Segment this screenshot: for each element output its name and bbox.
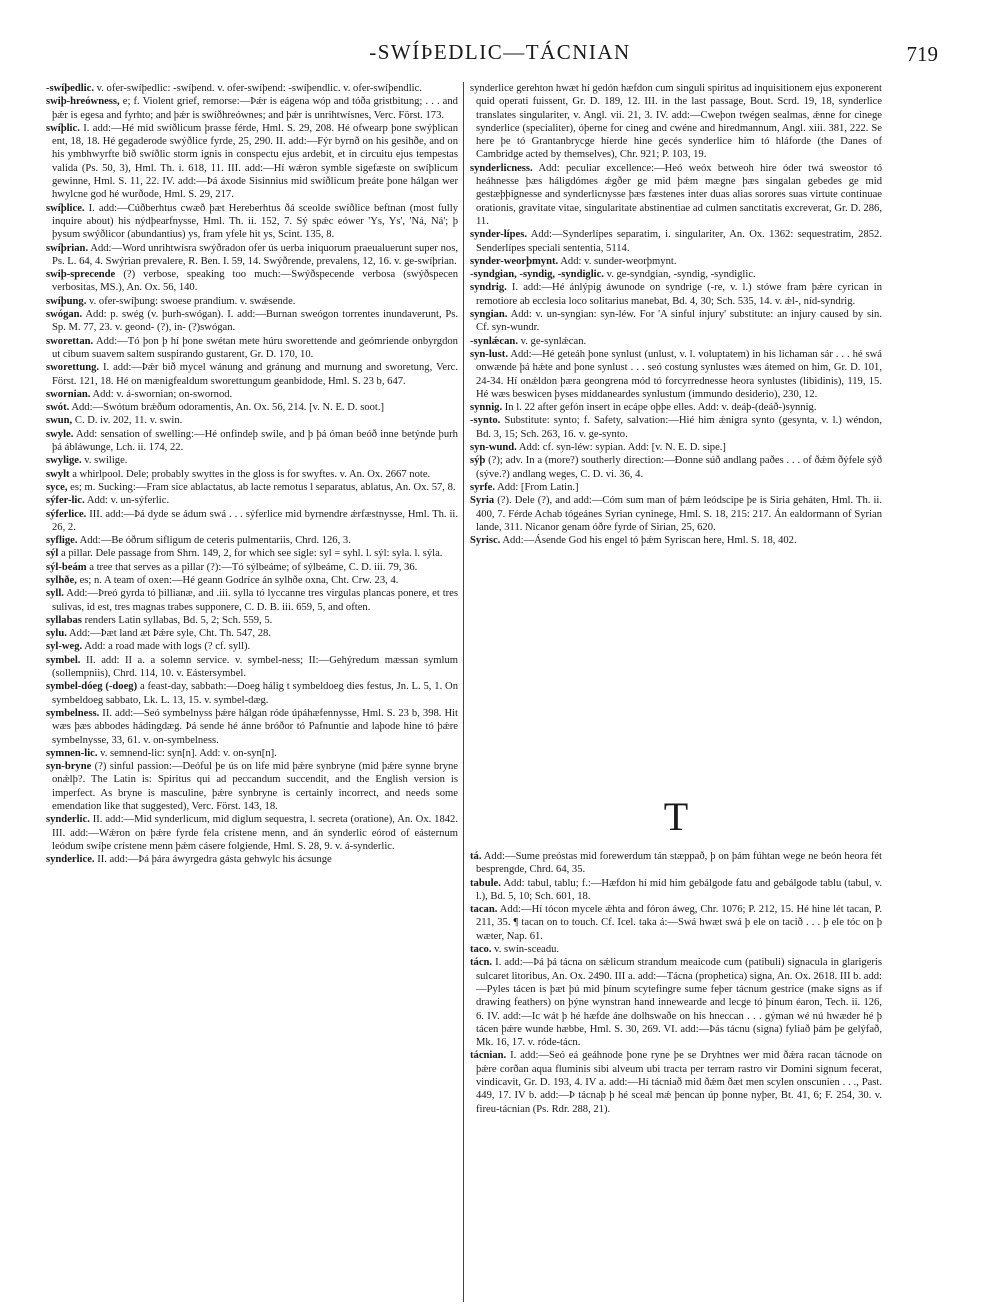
entry-headword: tácn. <box>470 957 493 969</box>
entry-headword: syndrig. <box>470 282 507 294</box>
section-letter: T <box>663 794 689 839</box>
entry-definition: In l. 22 after gefón insert in ecápe oþþe elles. Add: v. deáþ-(deáð-)synnig. <box>504 402 817 414</box>
entry-headword: sylu. <box>46 628 67 640</box>
dictionary-entry <box>46 295 458 308</box>
entry-headword: taco. <box>470 944 492 956</box>
dictionary-entry <box>46 654 458 681</box>
dictionary-entry <box>470 454 882 481</box>
dictionary-entry <box>470 255 882 268</box>
dictionary-entry <box>46 414 458 427</box>
entry-definition: a pillar. Dele passage from Shrn. 149, 2, for which see sigle: syl = syhl. l. sýl: syla. l. sýla. <box>61 548 443 560</box>
entry-headword: swylige. <box>46 455 82 467</box>
entry-definition: Add:—Hé geteáh þone synlust (unlust, v. l. voluptatem) in his lichaman sár . . . hé swá onwænde þá hǽte and þone synlust . . . seó costung synlustes wæs átemed on him, Gr. D. 101, 24-34. Hí onǽldon þæra geongrena mód tó forcyrrednesse heora synlustes (libidinis), 119, 15. Hé wæs beswicen þyses middaneardes synlustum (immundo desiderio), 230, 12. <box>476 348 882 400</box>
entry-definition: I. add:—Þǽr bið mycel wánung and gránung and murnung and sworetung, Verc. Först. 121, 18. Hé on mænigfealdum sworettungum geanbidode, Hml. S. 23 b, 647. <box>52 362 458 387</box>
entry-headword: symnen-lic. <box>46 747 98 759</box>
entry-definition: I. add:—Seó eá geáhnode þone ryne þe se Dryhtnes wer mid ðǽra racan tácnode on þǽre corðan aqua fluminis sibi alveum ubi tracta per terram rastro vir Domini signum fecerat, vindicavit, Gr. D. 193, 4. IV a. add:—Hí tácniað mid ðǽm ðæt men scylen onscunien . . ., Past. 449, 17. IV b. add:—Þ tácnaþ þ hé sceal mǽ þencan úp þonne nyþer, Bt. 41, 6; F. 254, 30. v. fireu-tácnian (Ps. Rdr. 288, 21). <box>476 1050 883 1115</box>
entry-headword: sýl-beám <box>46 561 87 573</box>
dictionary-entry <box>470 494 882 534</box>
entry-definition: Add:—Synderlípes separatim, i. singulariter, An. Ox. 1362: sequestratim, 2852. Senderlípes speciali sententia, 5114. <box>476 229 882 254</box>
entry-definition: Add: tabul, tablu; f.:—Hæfdon hí mid him gebálgode fatu and gebálgode tablu (tabul, v. l.), Bd. 5, 10; Sch. 601, 18. <box>476 877 882 902</box>
dictionary-entry <box>46 202 458 242</box>
dictionary-entry <box>470 335 882 348</box>
dictionary-entry <box>470 82 882 162</box>
entry-definition: (?) sinful passion:—Deóful þe ús on life mid þǽre synbryne (mid þǽre synne bryne onǽlþ?. The Latin is: Spiritus qui ad peccandum succendit, and the English version is imperfect. As bryne is masculine, þǽre synbryne is certainly incorrect, and needs some emendation like that suggested), Verc. Först. 143, 18. <box>52 761 458 813</box>
entry-definition: II. add: II a. a solemn service. v. symbel-ness; II:—Gehýredum mæssan symlum (sollempniis), Chrd. 114, 10. v. Eástersymbel. <box>52 654 458 680</box>
entry-definition: II. add:—Þá þára áwyrgedra gásta gehwylc his ácsunge <box>97 854 332 866</box>
entry-definition: Add:—Ásende God his engel tó þǽm Syriscan here, Hml. S. 18, 402. <box>502 535 797 547</box>
entry-definition: Add:—Þreó gyrda tó þillianæ, and .iii. sylla tó lyccanne tres virgulas plancas ponere, et tres sulivas, id est, tres magnas trabes supponere, C. D. B. iii. 659, 5, and often. <box>52 588 458 613</box>
entry-definition: Add: p. swég (v. þurh-swógan). I. add:—Burnan sweógon torrentes inundaverunt, Ps. Sp. M. 77, 23. v. geond- (?), in- (?)swógan. <box>52 309 458 334</box>
dictionary-entry <box>46 388 458 401</box>
entry-headword: symbel-dóeg (-doeg) <box>46 681 138 693</box>
entry-definition: I. add:—Hé mid swíðlicum þrasse férde, Hml. S. 29, 208. Hé ofwearp þone swýþlican ent, 18, 18. Hé gegaderode swýðlice fyrde, 25, 290. II. add:—Fýr byrnð on his gesihðe, and on his ymbhwyrfte bið swíðlic storm ignis in conspectu ejus ardebit, et in circuitu ejus tempestas valida (Ps. 50, 3), Hml. Th. i. 618, 11. III. add:—Hí wǽron symble sigefæste on swíþlicum gewinne, Hml. S. 11, 22. IV. add:—Þá áxode Sisinnius mid swíðlicum þreáte þone hálgan wer hwylcne god hé wurðode, Hml. S. 29, 217. <box>52 122 458 201</box>
dictionary-entry <box>46 760 458 813</box>
page-title: -SWÍÞEDLIC—TÁCNIAN <box>369 40 631 64</box>
t-section-column <box>470 850 882 1116</box>
dictionary-entry <box>46 534 458 547</box>
entry-headword: swíþung. <box>46 295 87 307</box>
dictionary-entry <box>46 561 458 574</box>
dictionary-entry <box>46 747 458 760</box>
entry-definition: Add:—Hí tócon mycele ǽhta and fóron áweg, Chr. 1076; P. 212, 15. Hé hine lét tacan, P. 211, 35. ¶ tacan on to touch. Cf. Icel. taka á:—Swá hwæt swá þ ele on tacið . . . þ ele tóc on þ wæter, Nap. 61. <box>476 904 882 942</box>
entry-headword: swíþlic. <box>46 122 80 134</box>
entry-headword: tabule. <box>470 877 501 889</box>
entry-headword: syflige. <box>46 535 78 547</box>
entry-headword: swíþlice. <box>46 202 85 214</box>
entry-headword: syllabas <box>46 614 82 626</box>
dictionary-entry <box>470 534 882 547</box>
entry-headword: swornian. <box>46 388 91 400</box>
entry-definition: II. add:—Seó symbelnyss þǽre hálgan róde úpáhæfennysse, Hml. S. 23 b, 398. Hit wæs þæs abbodes hádingdæg. Þá sende hé ánne bróðor tó Pafnuntie and laþode hine tó þǽre symbelnysse, 33, 61. v. on-symbelness. <box>52 707 458 746</box>
dictionary-entry <box>46 627 458 640</box>
entry-definition: I. add:—Cúðberhtus cwæð þæt Hereberhtus ðá sceolde swíðlice beftnan (most fully inquire about) his nýdþearfnysse, Hml. Th. ii. 152, 7. Sý spǽc eówer 'Ys, Ys', 'Ná, Ná'; þ þysum swýðlicor (abundantius) ys, fram yfele hit ys, Scint. 135, 8. <box>52 202 458 241</box>
entry-headword: symbel. <box>46 654 81 666</box>
dictionary-entry <box>46 268 458 295</box>
dictionary-entry <box>470 162 882 228</box>
left-column <box>46 82 458 867</box>
dictionary-entry <box>46 82 458 95</box>
entry-headword: swógan. <box>46 309 83 321</box>
page-number: 719 <box>906 42 938 66</box>
entry-headword: synderlice. <box>46 854 95 866</box>
entry-definition: (?); adv. In a (more?) southerly direction:—Ðonne súð andlang paðes . . . of ðǽm ðýfele sýð (sýve.?) andlang weges, C. D. vi. 36, 4. <box>476 455 883 480</box>
entry-definition: Add: v. un-syngian: syn-léw. For 'A sinful injury' substitute: an injury caused by sin. Cf. syn-wundr. <box>476 309 882 334</box>
entry-definition: Substitute: synto; f. Safety, salvation:—Hié him ǽnigra synto (gesynta, v. l.) wéndon, Bd. 3, 15; Sch. 263, 16. v. ge-synto. <box>476 415 882 440</box>
dictionary-entry <box>46 680 458 707</box>
running-head <box>0 40 1000 70</box>
entry-headword: sworettan. <box>46 335 94 347</box>
dictionary-entry <box>470 228 882 255</box>
entry-headword: sýferlice. <box>46 508 87 520</box>
dictionary-entry <box>470 281 882 308</box>
entry-definition: v. ofer-swíþedlic: -swíþend. v. ofer-swíþend: -swíþendlic. v. ofer-swíþendlic. <box>96 83 422 94</box>
dictionary-entry <box>46 813 458 853</box>
dictionary-entry <box>470 348 882 401</box>
dictionary-entry <box>470 943 882 956</box>
dictionary-entry <box>470 308 882 335</box>
dictionary-entry <box>46 335 458 362</box>
entry-headword: -synlǽcan. <box>470 335 518 347</box>
entry-headword: sworettung. <box>46 362 100 374</box>
dictionary-entry <box>470 268 882 281</box>
entry-headword: -syndgian, -syndig, -syndiglic. <box>470 269 604 281</box>
entry-definition: es; m. Sucking:—Fram sice ablactatus, ab lacte remotus l separatus, ablatus, An. Ox. 57, 8. <box>70 481 456 493</box>
entry-definition: I. add:—Hé ánlýpig áwunode on syndrige (-re, v. l.) stówe fram þǽre cyrican in remotiore ab ecclesia loco solitarius manebat, Bd. 4, 30; Sch. 535, 14. v. ǽl-, níd-syndrig. <box>476 282 882 307</box>
entry-definition: II. add:—Mid synderlicum, mid diglum sequestra, l. secreta (oratione), An. Ox. 1842. III. add:—Wǽron on þǽre fyrde fela crístene menn, and án synderlic eórod of eásternum leódum swíþe crístene menn þǽm cásere folgiende, Hml. S. 28, 9. v. á-synderlic. <box>52 814 458 852</box>
entry-headword: swylt <box>46 468 70 480</box>
dictionary-entry <box>46 122 458 202</box>
dictionary-entry <box>470 903 882 943</box>
entry-headword: syll. <box>46 588 64 600</box>
dictionary-entry <box>46 614 458 627</box>
entry-definition: Add: a road made with logs (? cf. syll). <box>84 641 251 653</box>
entry-definition: III. add:—Þá dyde se ádum swá . . . sýferlice mid byrnendre ǽrfæstnysse, Hml. Th. ii. 26, 2. <box>52 508 458 533</box>
column-divider <box>463 82 464 1302</box>
entry-headword: Syria <box>470 495 495 507</box>
entry-definition: Add: cf. syn-léw: sypian. Add: [v. N. E. D. sipe.] <box>518 442 726 454</box>
entry-definition: Add: v. á-swornian; on-swornod. <box>92 388 233 400</box>
entry-headword: synnig. <box>470 402 503 414</box>
dictionary-entry <box>46 468 458 481</box>
entry-definition: e; f. Violent grief, remorse:—Þǽr is eágena wóp and tóða gristbitung; . . . and þǽr is egesa and fyrhto; and þǽr is swíðhreównes; and þǽr is unrihtwísnes, Verc. Först. 173. <box>52 96 458 121</box>
entry-definition: synderlice gerehton hwæt hí gedón hæfdon cum singuli spiritus ad inquisitionem ejus exponerent quid operati fuissent, Gr. D. 189, 12. III. in the last passage, Bout. Scrd. 19, 18, synderlice translates singulariter, v. Angl. vii. 21, 3. IV. add:—Cweþon twégen sealmas, ǽnne for cinege synderlice (specialiter), óþerne for cineg and cwéne and hiredmannum, Angl. xiii. 381, 222. Se here þe tó Grantanbrycge híerde hine gecés synderlice him tó hláforde (the Danes of Cambridge acted by themselves), Chr. 921; P. 103, 19. <box>470 83 882 161</box>
entry-definition: Add:—Word unrihtwísra swýðradon ofer ús uerba iniquorum praeualuerunt super nos, Ps. L. 64, 4. Swýrian prevalere, R. Ben. I. 59, 14. Swýðrende, prevalens, 12, 16. v. ge-swíþrian. <box>52 242 458 267</box>
entry-definition: C. D. iv. 202, 11. v. swin. <box>74 415 183 427</box>
dictionary-entry <box>470 956 882 1049</box>
entry-headword: synder-lípes. <box>470 229 527 241</box>
dictionary-entry <box>46 853 458 866</box>
entry-definition: Add:—Sume preóstas mid forewerdum tán stæppað, þ on þám fúhtan wege ne beón heora fét besprengde, Chrd. 64, 35. <box>476 851 882 876</box>
entry-definition: I. add:—Þá þá tácna on sǽlicum strandum meaicode cum (patibuli) signacula in glarigeris sulcaret litoribus, An. Ox. 2490. III a. add:—Tácna (prophetica) signa, An. Ox. 2618. III b. add:—Pyles tácen is þæt þú mid þínum scytefingre sume feþer tácnum gestrice (make signs as if drawing feathers) on þýne wynstran hand innewearde and lecge tó þínum éaron, Tech. ii. 126, 6. IV. add:—Ic wát þ hé hæfde áne dolhswaðe on his hneccan . . . gýman wé nú hwæder hé þ tácen þǽre wunde hæbbe, Hml. S. 30, 269. VI. add:—Þás tácnu (signa) fyliað þám þe gelýfað, Mk. 16, 17. v. róde-tácn. <box>476 957 882 1049</box>
dictionary-entry <box>46 401 458 414</box>
entry-definition: a feast-day, sabbath:—Doeg hálig t symbeldoeg dies festus, Jn. L. 5, 1. On symbeldoeg sabbato, Lk. L. 13, 15. v. symbel-dæg. <box>52 681 459 706</box>
entry-headword: syn-bryne <box>46 761 92 773</box>
entry-headword: syngian. <box>470 309 508 321</box>
dictionary-entry <box>46 587 458 614</box>
entry-definition: Add:—Þæt land æt Þǽre syle, Cht. Th. 547, 28. <box>68 628 271 640</box>
entry-headword: syn-lust. <box>470 348 508 360</box>
entry-definition: v. ofer-swíþung: swoese prandium. v. swǽsende. <box>89 295 296 307</box>
entry-definition: Add:—Be óðrum sifligum de ceteris pulmentariis, Chrd. 126, 3. <box>79 535 351 547</box>
dictionary-entry <box>46 308 458 335</box>
entry-definition: Add: [From Latin.] <box>497 481 579 493</box>
entry-headword: syn-wund. <box>470 442 517 454</box>
dictionary-entry <box>46 508 458 535</box>
dictionary-entry <box>46 574 458 587</box>
entry-definition: Add: v. un-sýferlic. <box>86 495 170 507</box>
entry-headword: syrfe. <box>470 481 495 493</box>
entry-headword: swót. <box>46 402 70 414</box>
dictionary-entry <box>46 707 458 747</box>
entry-definition: Add:—Tó þon þ hí þone swétan mete húru sworettende and geómriende onbyrgdon ut cibum suavem saltem suspirando gustarent, Gr. D. 170, 10. <box>52 335 458 360</box>
dictionary-entry <box>46 494 458 507</box>
entry-definition: Add:—Swótum brǽðum odoramentis, An. Ox. 56, 214. [v. N. E. D. soot.] <box>71 402 385 414</box>
entry-headword: swíþrian. <box>46 242 89 254</box>
dictionary-entry <box>46 95 458 122</box>
entry-headword: Syrisc. <box>470 535 501 547</box>
entry-headword: synder-weorþmynt. <box>470 255 559 267</box>
entry-definition: Add: v. sunder-weorþmynt. <box>560 255 677 267</box>
entry-headword: swyle. <box>46 428 74 440</box>
dictionary-entry <box>470 850 882 877</box>
entry-definition: (?) verbose, speaking too much:—Swýðspecende verbosa (swýðspecen verbositas, MS.), An. Ox. 56, 140. <box>52 269 458 294</box>
dictionary-entry <box>46 454 458 467</box>
entry-definition: a tree that serves as a pillar (?):—Tó sýlbeáme; of sýlbeáme, C. D. iii. 79, 36. <box>89 561 418 573</box>
entry-headword: swiþ-sprecende <box>46 269 116 281</box>
entry-definition: a whirlpool. Dele; probably swyttes in the gloss is for swyftes. v. An. Ox. 2667 note. <box>72 468 431 480</box>
entry-definition: v. ge-syndgian, -syndig, -syndiglic. <box>606 269 756 281</box>
entry-headword: swiþ-hreówness, <box>46 96 120 108</box>
dictionary-entry <box>46 361 458 388</box>
entry-definition: Add: peculiar excellence:—Heó weóx betweoh hire óder twá sweostor tó heáhnesse þæs háligdómes ǽgðer ge mid þǽm mægne þæs singalan gebedes ge mid gestæþþignesse and synderlicnysse þæs fæstenes inter duas alias sorores suas virtute continuae orationis, gravitate vitae, singularitate abstinentiae ad culmen sanctitatis excreverat, Gr. D. 286, 11. <box>476 162 882 227</box>
entry-headword: -swíþedlic. <box>46 83 94 94</box>
entry-headword: swun, <box>46 415 73 427</box>
entry-headword: symbelness. <box>46 707 100 719</box>
entry-headword: sylhðe, <box>46 574 77 586</box>
entry-definition: v. ge-synlǽcan. <box>520 335 587 347</box>
dictionary-entry <box>470 1049 882 1115</box>
dictionary-entry <box>46 242 458 269</box>
entry-definition: Add: sensation of swelling:—Hé onfindeþ swile, and þ þá óman beóð inne betýnde þurh þá ábláwunge, Lch. ii. 174, 22. <box>52 428 458 454</box>
dictionary-entry <box>470 441 882 454</box>
dictionary-entry <box>470 414 882 441</box>
entry-definition: v. swín-sceadu. <box>494 944 560 956</box>
entry-headword: synderlic. <box>46 814 90 826</box>
entry-headword: syce, <box>46 481 68 493</box>
dictionary-entry <box>46 428 458 455</box>
entry-headword: sýfer-lic. <box>46 495 85 507</box>
entry-definition: v. swilige. <box>84 455 128 467</box>
entry-definition: (?). Dele (?), and add:—Cóm sum man of þǽm leódscipe þe is Siria geháten, Hml. Th. ii. 400, 7. Férde Achab tógeánes Syrian cyninege, Hml. S. 18, 215: 217. Án ealdormann of Syrian lande, 311. Nicanor genam óðre fyrde of Sirian, 25, 620. <box>476 495 883 533</box>
entry-headword: sýþ <box>470 455 486 467</box>
entry-headword: tá. <box>470 851 482 862</box>
entry-headword: synderlicness. <box>470 162 533 174</box>
entry-headword: tacan. <box>470 904 498 916</box>
dictionary-entry <box>46 547 458 560</box>
entry-definition: renders Latin syllabas, Bd. 5, 2; Sch. 559, 5. <box>84 614 273 626</box>
dictionary-entry <box>470 401 882 414</box>
entry-definition: es; n. A team of oxen:—Hé geann Godríce án sylhðe oxna, Cht. Crw. 23, 4. <box>79 574 399 586</box>
dictionary-entry <box>46 481 458 494</box>
right-column <box>470 82 882 547</box>
entry-definition: v. semnend-lic: syn[n]. Add: v. on-syn[n]. <box>100 747 277 759</box>
dictionary-entry <box>470 481 882 494</box>
dictionary-entry <box>470 877 882 904</box>
entry-headword: syl-weg. <box>46 641 83 653</box>
entry-headword: -synto. <box>470 415 501 427</box>
dictionary-entry <box>46 640 458 653</box>
entry-headword: tácnian. <box>470 1050 507 1062</box>
entry-headword: sýl <box>46 548 59 560</box>
